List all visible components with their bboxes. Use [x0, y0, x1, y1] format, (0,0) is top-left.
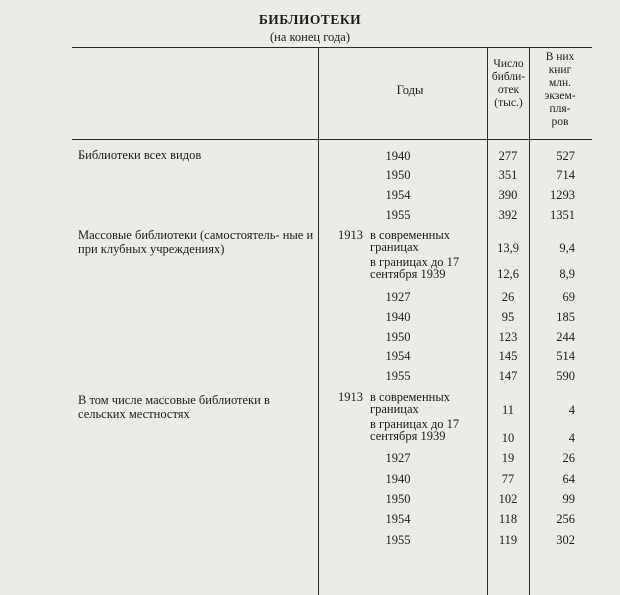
row-books: 527: [556, 149, 575, 163]
years-header: Годы: [396, 83, 424, 97]
row-year: 1940: [385, 472, 411, 486]
row-books: 99: [562, 492, 575, 506]
document-page: БИБЛИОТЕКИ (на конец года) Годы Число библи- отек (тыс.) В них книг млн. экзем- пля- ров Библиотеки всех видов 1940 277 527 1950 351 714 1954 390 1293 1955 392 1351 Массовые библиотеки (самостоятель- ные и при клубных учреждениях) 1913 в современных границах 13,9 9,4 в границах до 17 сентября 1939 12,6 8,9 1927 26 69 1940 95 185 1950 123 244 1954 145 514 1955 147 590 В том числе массовые библиотеки в сельских местностях 1913 в современных границах 11 4 в границах до 17 сентября 1939 10 4 1927 19 26 1940 77 64 1950 102 99 1954 118 256 1955 119 302: [0, 0, 620, 595]
border-label: в границах до 17 сентября 1939: [370, 417, 460, 443]
table-top-rule: [72, 47, 592, 48]
column-divider: [318, 47, 319, 595]
row-year: 1954: [385, 188, 411, 202]
row-year: 1940: [385, 149, 411, 163]
row-books: 302: [556, 533, 575, 547]
row-books: 4: [568, 431, 575, 445]
column-divider: [487, 47, 488, 595]
row-count: 10: [501, 431, 515, 445]
row-count: 123: [498, 330, 518, 344]
row-books: 185: [556, 310, 575, 324]
row-count: 119: [498, 533, 518, 547]
row-year: 1927: [385, 290, 411, 304]
border-label: в современных границах: [370, 390, 451, 416]
row-year: 1950: [385, 492, 411, 506]
row-books: 1293: [550, 188, 575, 202]
section-label: В том числе массовые библиотеки в сельских местностях: [78, 393, 270, 421]
row-books: 9,4: [559, 241, 575, 255]
border-label: в границах до 17 сентября 1939: [370, 255, 460, 281]
header-bottom-rule: [72, 139, 592, 140]
column-divider: [529, 47, 530, 595]
row-books: 256: [556, 512, 575, 526]
row-books: 4: [568, 403, 575, 417]
row-count: 145: [498, 349, 518, 363]
row-count: 12,6: [497, 267, 519, 281]
row-count: 11: [501, 403, 515, 417]
row-count: 19: [501, 451, 515, 465]
row-count: 390: [498, 188, 518, 202]
row-count: 351: [498, 168, 518, 182]
section-label: Массовые библиотеки (самостоятель- ные и при клубных учреждениях): [78, 228, 314, 256]
row-count: 13,9: [497, 241, 519, 255]
row-year: 1927: [385, 451, 411, 465]
row-year: 1955: [385, 208, 411, 222]
row-books: 590: [556, 369, 575, 383]
row-year: 1950: [385, 168, 411, 182]
page-subtitle: (на конец года): [269, 30, 351, 44]
row-count: 118: [498, 512, 518, 526]
row-year: 1913: [338, 390, 363, 404]
row-books: 244: [556, 330, 575, 344]
row-count: 95: [501, 310, 515, 324]
row-count: 277: [498, 149, 518, 163]
section-label: Библиотеки всех видов: [78, 148, 202, 162]
row-count: 26: [501, 290, 515, 304]
row-books: 1351: [550, 208, 575, 222]
row-count: 392: [498, 208, 518, 222]
row-year: 1940: [385, 310, 411, 324]
row-books: 514: [556, 349, 575, 363]
row-count: 147: [498, 369, 518, 383]
row-year: 1954: [385, 349, 411, 363]
row-year: 1955: [385, 533, 411, 547]
row-books: 8,9: [559, 267, 575, 281]
row-count: 102: [498, 492, 518, 506]
row-year: 1954: [385, 512, 411, 526]
row-year: 1955: [385, 369, 411, 383]
row-books: 26: [562, 451, 575, 465]
row-books: 714: [556, 168, 575, 182]
row-books: 64: [562, 472, 575, 486]
row-year: 1950: [385, 330, 411, 344]
border-label: в современных границах: [370, 228, 451, 254]
page-title: БИБЛИОТЕКИ: [258, 12, 362, 27]
row-books: 69: [562, 290, 575, 304]
row-year: 1913: [338, 228, 363, 242]
row-count: 77: [501, 472, 515, 486]
